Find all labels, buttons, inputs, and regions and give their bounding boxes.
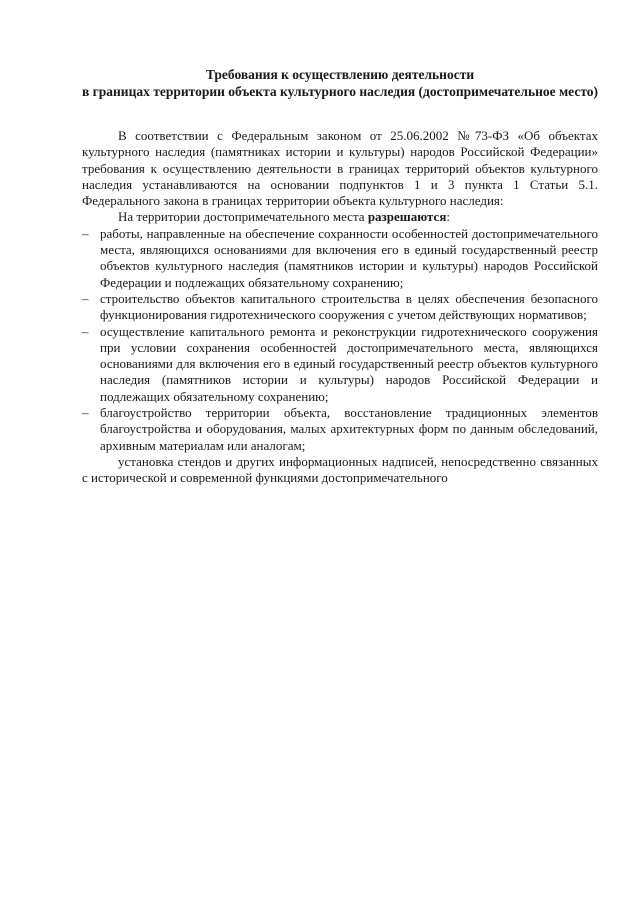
permitted-heading bbox=[82, 209, 598, 225]
intro-paragraph: В соответствии с Федеральным законом от 25.06.2002 №73-ФЗ «Об объектах культурного наследия (памятниках истории и культуры) народов Российской Федерации» требования к осуществлению деятельности в границах территорий объектов культурного наследия устанавливаются на основании подпунктов 1 и 3 пункта 1 Статьи 5.1. Федерального закона в границах территории объекта культурного наследия: bbox=[82, 128, 598, 209]
list-item bbox=[82, 226, 598, 291]
document-title bbox=[80, 66, 600, 100]
bullet-dash: – bbox=[82, 405, 89, 421]
list-item-text: работы, направленные на обеспечение сохранности особенностей достопримечательного места, являющихся основаниями для включения его в единый государственный реестр объектов культурного наследия (памятников истории и культуры) народов Российской Федерации и подлежащих обязательному сохранению; bbox=[100, 225, 598, 290]
list-item bbox=[82, 324, 598, 405]
title-line-1: Требования к осуществлению деятельности bbox=[205, 67, 475, 82]
list-item-text: осуществление капитального ремонта и реконструкции гидротехнического сооружения при условии сохранения особенностей достопримечательного места, являющихся основаниями для включения его в единый государственный реестр объектов культурного наследия (памятников истории и культуры) народов Российской Федерации и подлежащих обязательному сохранению; bbox=[100, 323, 598, 404]
permitted-bold: разрешаются bbox=[367, 209, 447, 225]
permitted-prefix: На территории достопримечательного места bbox=[118, 209, 368, 225]
permitted-list bbox=[82, 226, 598, 454]
bullet-dash: – bbox=[82, 323, 89, 339]
document-body bbox=[82, 128, 598, 487]
bullet-dash: – bbox=[82, 225, 89, 241]
list-item bbox=[82, 405, 598, 454]
permitted-suffix: : bbox=[446, 209, 450, 225]
list-item-text: строительство объектов капитального строительства в целях обеспечения безопасного функционирования гидротехнического сооружения с учетом действующих нормативов; bbox=[100, 290, 598, 323]
list-item-text: благоустройство территории объекта, восстановление традиционных элементов благоустройства и оборудования, малых архитектурных форм по данным обследований, архивным материалам или аналогам; bbox=[100, 405, 598, 453]
last-paragraph: установка стендов и других информационных надписей, непосредственно связанных с исторической и современной функциями достопримечательного bbox=[82, 453, 598, 486]
list-item bbox=[82, 291, 598, 324]
bullet-dash: – bbox=[82, 290, 89, 306]
title-line-2: в границах территории объекта культурного наследия (достопримечательное место) bbox=[81, 84, 599, 99]
